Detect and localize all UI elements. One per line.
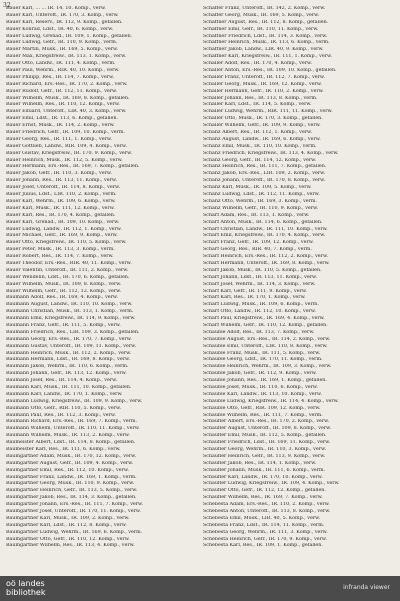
list-entry: Baumann Heinrich, Musk., IR. 112, 2. Komp., verw. [6,350,132,356]
list-entry: Bauer Julius, Ldst., LIR. 110, 2. Komp., verm. [6,192,117,198]
list-entry: Bauer Otto, Landw., IR. 111, 4. Komp., verm. [6,61,116,67]
list-entry: Scharf Karl, Gefr., IR. 111, 9. Komp., verw. [203,288,307,294]
right-column [203,6,395,550]
list-entry: Bauer Karl, Musk., IR. 111, 12. Komp., verw. [6,205,115,211]
list-entry: Schaufler Karl, Landw., IR. 170, 10. Komp., verw. [203,474,323,480]
list-entry: Bauer Otto, Kriegsfreiw., IR. 110, 5. Komp., verw. [6,240,127,246]
list-entry: Bauer Wilhelm, Musk., IR. 109, 8. Komp., verw. [6,281,122,287]
list-entry: Bauer Wilhelm, Musk., IR. 169, 8. Komp., gefallen. [6,95,130,101]
list-entry: Bauer Martin, Musk., IR. 169, 5. Komp., verw. [6,47,119,53]
list-entry: Schauble Emil, Unteroff., LIR. 110, 8. Komp., verw. [203,343,328,349]
list-entry: Schaufler Heinrich, Gefr., IR. 113, 9. Komp., verw. [203,453,326,459]
list-entry: Schaufler Albert, Ers.-Res., IR. 170, 2. Komp., verw. [203,419,330,425]
list-entry: Schauble Wilhelm, Res., IR. 111, 7. Komp., verm. [203,412,323,418]
list-entry: Schebesta Franz, Ldst., IR. 114, 11. Komp., verm. [203,522,325,528]
list-entry: Schanz Emil, Musk., IR. 110, 10. Komp., verm. [203,143,317,149]
list-entry: Scharf Otto, Landw., IR. 112, 10. Komp., verw. [203,309,316,315]
list-entry: Scharf Wilhelm, Gefr., IR. 110, 12. Komp., gefallen. [203,322,328,328]
list-entry: Baumann Karl, Musk., IR. 111, 10. Komp., gefallen. [6,384,132,390]
list-entry: Schaufler Jakob, Res., IR. 114, 1. Komp., verw. [203,460,317,466]
list-entry: Bauer Friedrich, Gefr., IR. 109, 10. Komp., verm. [6,130,126,136]
list-entry: Schaffner Heinrich, Musk., IR. 113, 6. Komp., verm. [203,40,330,46]
list-entry: Bauer Rudolf, Gefr., IR. 112, 11. Komp., verw. [6,88,118,94]
list-entry: Baumann Johann, Gefr., IR. 113, 12. Komp., verw. [6,371,127,377]
list-entry: Baumgärtner Otto, Gefr., IR. 110, 12. Komp., verw. [6,536,130,542]
list-entry: Schanz Georg, Gefr., IR. 114, 12. Komp., verw. [203,157,317,163]
list-entry: Baumann Friedrich, Res., LIR. 109, 3. Komp., gefallen. [6,329,140,335]
list-entry: Bauer Ludwig, Grenad., IR. 109, 1. Komp., gefallen. [6,33,133,39]
list-entry: Baumgärtner August, Gefr., IR. 109, 4. Komp., verw. [6,460,134,466]
list-entry: Scharf Josef, Wehrm., IR. 114, 3. Komp., verw. [203,281,316,287]
list-entry: Baumeister Albert, Ldst., IR. 114, 8. Komp., gefallen. [6,440,136,446]
list-entry: Schaufler Georg, Wehrm., IR. 110, 3. Komp., verw. [203,447,327,452]
list-entry: Schaller Wilhelm, Gefr., IR. 109, 9. Komp., verw. [203,123,321,129]
list-entry: Bauer Philipp, Res., IR. 114, 7. Komp., verw. [6,74,115,80]
list-entry: Baumgärtner Jakob, Res., IR. 114, 3. Komp., gefallen. [6,495,137,501]
list-entry: Baumgärtner Karl, Musk., IR. 109, 2. Komp., verw. [6,515,130,521]
list-entry: Baumgärtner Ludwig, Wehrm., IR. 169, 6. Komp., verm. [6,529,143,535]
library-logo[interactable] [6,579,45,597]
list-entry: Schauble Karl, Landw., IR. 113, 10. Komp., verw. [203,391,322,397]
list-entry: Schaffner Jakob, Landw., LIR. 40, 9. Komp., verw. [203,47,324,53]
list-entry: Scharf Heinrich, Ers.-Res., IR. 112, 2. Komp., verw. [203,254,329,260]
list-entry: Schaller Otto, Musk., IR. 170, 3. Komp., gefallen. [203,116,323,122]
list-entry: Schebesta Adam, Ers.-Res., IR. 110, 2. Komp., verw. [203,502,330,508]
list-entry: Baumann Ludwig, Kriegsfreiw., IR. 109, 9. Komp., verw. [6,398,143,404]
list-entry: Bauer Max, Kriegsfreiw., IR. 113, 1. Komp., verw. [6,54,127,60]
list-entry: Scharf Emil, Kriegsfreiw., IR. 170, 4. Komp., verw. [203,233,326,239]
list-entry: Baumgärtner Karl, Ldst., IR. 112, 8. Komp., verw. [6,522,127,528]
list-entry: Schaffer Georg, Musk., IR. 169, 5. Komp., verw. [203,12,320,18]
list-entry: Bauer Hermann, Ers.-Res., IR. 169, 7. Komp., gefallen. [6,164,140,170]
list-entry: Schebesta Karl, Res., IR. 109, 1. Komp., gefallen. [203,543,323,549]
list-entry: Schaller Karl, Ldst., IR. 114, 5. Komp., verw. [203,102,312,108]
list-entry: Schaufler Otto, Gefr., IR. 112, 12. Komp., gefallen. [203,488,326,494]
left-column [6,6,198,550]
list-entry: Baumgärtner Heinrich, Gefr., IR. 113, 5. Komp., verw. [6,488,138,494]
list-entry: Schaufler August, Unteroff., IR. 109, 8. Komp., verw. [203,426,332,432]
list-entry: Baumann Wilhelm, Unteroff., IR. 110, 11. Komp., verw. [6,426,140,432]
list-entry: Schebesta Heinrich, Gefr., IR. 170, 9. Komp., verw. [203,536,327,542]
list-entry: Baumann Adolf, Res., IR. 169, 4. Komp., verw. [6,295,118,301]
list-entry: Bauer Robert, Res., IR. 114, 7. Komp., verw. [6,254,114,260]
list-entry: Schanz Heinrich, Res., IR. 111, 7. Komp., gefallen. [203,164,327,170]
list-entry: Scharf Jakob, Musk., IR. 110, 5. Komp., gefallen. [203,267,322,273]
list-entry: Bauer Wilhelm, Gefr., IR. 112, 12. Komp., verw. [6,288,122,294]
list-entry: Scharf Christian, Landw., IR. 111, 10. Komp., verw. [203,226,328,232]
list-entry: Bauer Johann, Res., IR. 113, 11. Komp., verw. [6,178,117,184]
list-entry: Bauer Peter, Musk., IR. 113, 3. Komp., verm. [6,247,115,253]
list-entry: Baumgärtner Adam, Musk., IR. 170, 12. Komp., verw. [6,453,137,459]
list-entry: Scharf Paul, Kriegsfreiw., IR. 169, 4. Komp., verw. [203,316,325,322]
list-entry: Baumann Jakob, Wehrm., IR. 110, 6. Komp., verm. [6,364,129,370]
list-entry: Schaufler Emil, Musk., IR. 112, 5. Komp., gefallen. [203,433,327,439]
list-entry: Bauer Konrad, Ldst., IR. 40, 6. Komp., verw. [6,26,114,32]
logo-line-1: oö landes [6,579,45,588]
list-entry: Bauer Georg, Res., IR. 111, 1. Komp., verw. [6,136,112,142]
list-entry: Bauer Valentin, Unteroff., IR. 111, 2. Komp., verw. [6,267,129,273]
list-entry: Schauble Adolf, Res., IR. 113, 7. Komp., verw. [203,329,315,335]
list-entry: Schanz Otto, Wehrm., IR. 169, 3. Komp., verm. [203,198,317,204]
list-entry: Bauer Karl, Grenad., IR. 109, 10. Komp., verw. [6,219,120,225]
list-entry: Baumgärtner Emil, Res., IR. 112, 10. Komp., verw. [6,467,129,473]
list-entry: Schauble Georg, Ldst., IR. 170, 11. Komp., verm. [203,357,323,363]
list-entry: Schauble Franz, Musk., IR. 111, 5. Komp., verw. [203,350,321,356]
list-entry: Bauer Karl, Reserv., IR. 112, 9. Komp., gefallen. [6,19,123,25]
list-entry: Bauer Emil, Ldst., IR. 113, 6. Komp., gefallen. [6,116,118,122]
viewer-footer-bar [0,576,400,601]
list-entry: Schebesta Emil, Musk., LIR. 40, 5. Komp., verw. [203,515,321,521]
list-entry: Baumann Emil, Kriegsfreiw., IR. 114, 9. Komp., verw. [6,316,136,322]
list-entry: Schebesta Georg, Wehrm., IR. 111, 3. Komp., verw. [203,529,328,535]
list-entry: Bauer Karl, Wehrm., IR. 109, 6. Komp., verw. [6,198,116,204]
list-entry: Bauer Heinrich, Musk., IR. 112, 5. Komp., verw. [6,157,123,163]
list-entry: Bauer Jakob, Gefr., IR. 110, 3. Komp., verw. [6,171,112,177]
list-entry: Scharf Ludwig, Musk., IR. 109, 6. Komp., verm. [203,302,319,308]
list-entry: Baumann Franz, Gefr., IR. 111, 5. Komp., verw. [6,322,121,328]
list-entry: Schanz Johann, Unteroff., IR. 170, 8. Komp., verw. [203,178,326,184]
list-entry: Scharf Karl, Res., IR. 170, 1. Komp., verw. [203,295,306,301]
list-entry: Baumann Gustav, Unteroff., IR. 109, 11. Komp., verw. [6,343,137,349]
list-entry: Schaffner Friedrich, Ldst., IR. 114, 3. Komp., verw. [203,33,328,39]
list-entry: Schanz Wilhelm, Gefr., IR. 110, 9. Komp., verw. [203,205,319,211]
list-entry: Baumgärtner Johann, Ers.-Res., IR. 111, 7. Komp., verw. [6,502,144,508]
list-entry: Schauble Jakob, Gefr., IR. 112, 9. Komp., verw. [203,371,317,377]
list-entry: Baumann Richard, Ers.-Res., IR. 169, 7. Komp., verm. [6,419,137,425]
list-entry: Scharf Johann, Ldst., IR. 113, 11. Komp., verw. [203,274,318,280]
list-entry: Bauer Theodor, Ers.-Res., RIR. 40, 11. Komp., verw. [6,260,132,266]
list-entry: Schaffner August, Res., IR. 112, 8. Komp., gefallen. [203,19,329,25]
logo-line-2: bibliothek [6,588,46,597]
list-entry: Schaller Franz, Unteroff., IR. 112, 7. Komp., verw. [203,74,325,80]
list-entry: Schauble Josef, Musk., IR. 110, 6. Komp., verw. [203,384,318,390]
list-entry: Schaufler Ludwig, Kriegsfreiw., IR. 109, 4. Komp., verw. [203,481,340,487]
list-entry: Baumgärtner Wilhelm, Res., IR. 113, 4. Komp., verw. [6,543,135,549]
list-entry: Bauer Eduard, Unteroff., LIR. 40, 3. Komp., verw. [6,109,127,115]
list-entry: Schaller Ludwig, Wehrm., RIR. 111, 11. Komp., verw. [203,109,333,115]
list-entry: Baumgärtner Georg, Musk., IR. 110, 9. Komp., verw. [6,481,135,487]
list-entry: Baumann Wilhelm, Musk., IR. 113, 2. Komp., verw. [6,433,130,439]
list-entry: Schebesta Anton, Unteroff., IR. 113, 8. Komp., verw. [203,509,331,515]
list-entry: Baumann Karl, Landw., IR. 170, 1. Komp., verw. [6,391,123,397]
list-entry: Bauer Paul, Wehrm., RIR. 40, 10. Komp., verw. [6,68,120,74]
list-entry: Baumann Otto, Gefr., RIR. 110, 5. Komp., verw. [6,405,122,411]
list-entry: Bauer Karl, ... ... IR. 14, 10. Komp., verw. [6,6,106,11]
list-entry: Schaufler Wilhelm, Res., IR. 169, 7. Komp., verw. [203,495,323,501]
list-entry: Scharf Adam, Res., IR. 113, 1. Komp., verw. [203,212,310,218]
page-number: 32 [3,2,11,9]
list-entry: Scharf Hermann, Unteroff., IR. 169, 8. Komp., verw. [203,260,330,266]
list-entry: Bauer Ludwig, Gefr., IR. 110, 9. Komp., verm. [6,40,118,46]
list-entry: Scharf Anton, Musk., IR. 114, 6. Komp., gefallen. [203,219,323,225]
list-entry: Baumann Georg, Ers.-Res., IR. 170, 7. Komp., verw. [6,336,132,342]
list-entry: Baumgärtner Josef, Unteroff., IR. 170, 11. Komp., verw. [6,509,141,515]
list-entry: Baumann Christian, Musk., IR. 113, 1. Komp., verm. [6,309,134,315]
list-entry: Schanz Ludwig, Ldst., IR. 112, 11. Komp., verw. [203,192,320,198]
list-entry: Schaller Anton, Ers.-Res., IR. 109, 10. Komp., gefallen. [203,68,337,74]
list-entry: Scharf Franz, Gefr., IR. 109, 12. Komp., verw. [203,240,314,246]
list-entry: Schanz Friedrich, Kriegsfreiw., IR. 113, 4. Komp., verw. [203,150,339,156]
list-entry: Schaller Adolf, Res., IR. 170, 4. Komp., verw. [203,61,313,67]
list-entry: Baumann August, Landw., IR. 110, 10. Komp., verw. [6,302,133,308]
list-entry: Bauer Karl, Unteroff., IR. 170, 3. Komp., verw. [6,12,119,18]
list-entry: Bauer Josef, Unteroff., IR. 114, 8. Komp., verw. [6,185,121,191]
list-entry: Schaufler Friedrich, Ldst., IR. 169, 11. Komp., verw. [203,440,331,446]
list-entry: Schaller Johann, Res., IR. 113, 8. Komp., verm. [203,95,318,101]
list-entry: Scharf Georg, Res., RIR. 40, 7. Komp., verm. [203,247,312,253]
list-entry: Schaufler Johann, Musk., IR. 111, 6. Komp., verm. [203,467,326,473]
list-entry: Schauble Ludwig, Kriegsfreiw., IR. 114, 4. Komp., verw. [203,398,339,404]
list-entry: Schauble August, Ers.-Res., IR. 114, 2. Komp., verw. [203,336,331,342]
list-entry: Schaller Georg, Musk., IR. 169, 12. Komp., verw. [203,81,322,87]
list-entry: Bauer Wilhelm, Res., IR. 110, 12. Komp., verw. [6,102,120,108]
list-entry: Bauer Gustav, Kriegsfreiw., IR. 170, 9. Komp., verw. [6,150,133,156]
list-entry: Schauble Johann, Res., IR. 169, 1. Komp., gefallen. [203,378,327,384]
list-entry: Schanz August, Landw., IR. 169, 6. Komp., verw. [203,136,321,142]
list-entry: Schauble Heinrich, Wehrm., IR. 109, 3. Komp., verw. [203,364,332,370]
list-entry: Bauer Wendelin, Ldst., IR. 170, 6. Komp., gefallen. [6,274,130,280]
list-entry: Bauer Karl, Res., IR. 170, 4. Komp., gefallen. [6,212,116,218]
list-entry: Bauer Michael, Gefr., IR. 169, 9. Komp., verw. [6,233,118,239]
list-entry: Schaffer Franz, Unteroff., IR. 142, 2. Komp., verw. [203,6,326,11]
list-entry: Schaffner Emil, Gefr., IR. 110, 11. Komp., verw. [203,26,319,32]
list-entry: Schaller Hermann, Gefr., IR. 110, 2. Komp., verw. [203,88,324,94]
list-entry: Baumgärtner Franz, Landw., IR. 169, 1. Komp., verm. [6,474,137,480]
list-entry: Schanz Jakob, Ers.-Res., LIR. 109, 2. Komp., verw. [203,171,326,177]
list-entry: Schanz Karl, Musk., IR. 109, 5. Komp., verw. [203,185,312,191]
list-entry: Baumann Paul, Res., IR. 112, 3. Komp., verw. [6,412,116,418]
list-entry: Bauer Gottlieb, Landw., RIR. 109, 4. Komp., verw. [6,143,127,149]
list-entry: Schanz Albert, Res., IR. 112, 1. Komp., verw. [203,130,313,136]
list-entry: Baumeister Karl, Res., IR. 111, 6. Komp., verw. [6,447,121,452]
viewer-label: infranda viewer [343,584,390,591]
list-entry: Bauer Ludwig, Landw., IR. 112, 1. Komp., verw. [6,226,122,232]
list-entry: Baumann Hermann, Ldst., IR. 169, 8. Komp., verw. [6,357,131,363]
list-entry: Bauer Ernst, Musk., IR. 114, 2. Komp., verw. [6,123,115,129]
list-entry: Schaffner Karl, Kriegsfreiw., IR. 111, 1. Komp., verw. [203,54,333,60]
list-entry: Schauble Otto, Gefr., RIR. 109, 12. Komp., verw. [203,405,321,411]
list-entry: Bauer Richard, Ers.-Res., IR. 170, 2. Komp., verw. [6,81,128,87]
list-entry: Baumann Josef, Res., IR. 114, 4. Komp., verw. [6,378,118,384]
